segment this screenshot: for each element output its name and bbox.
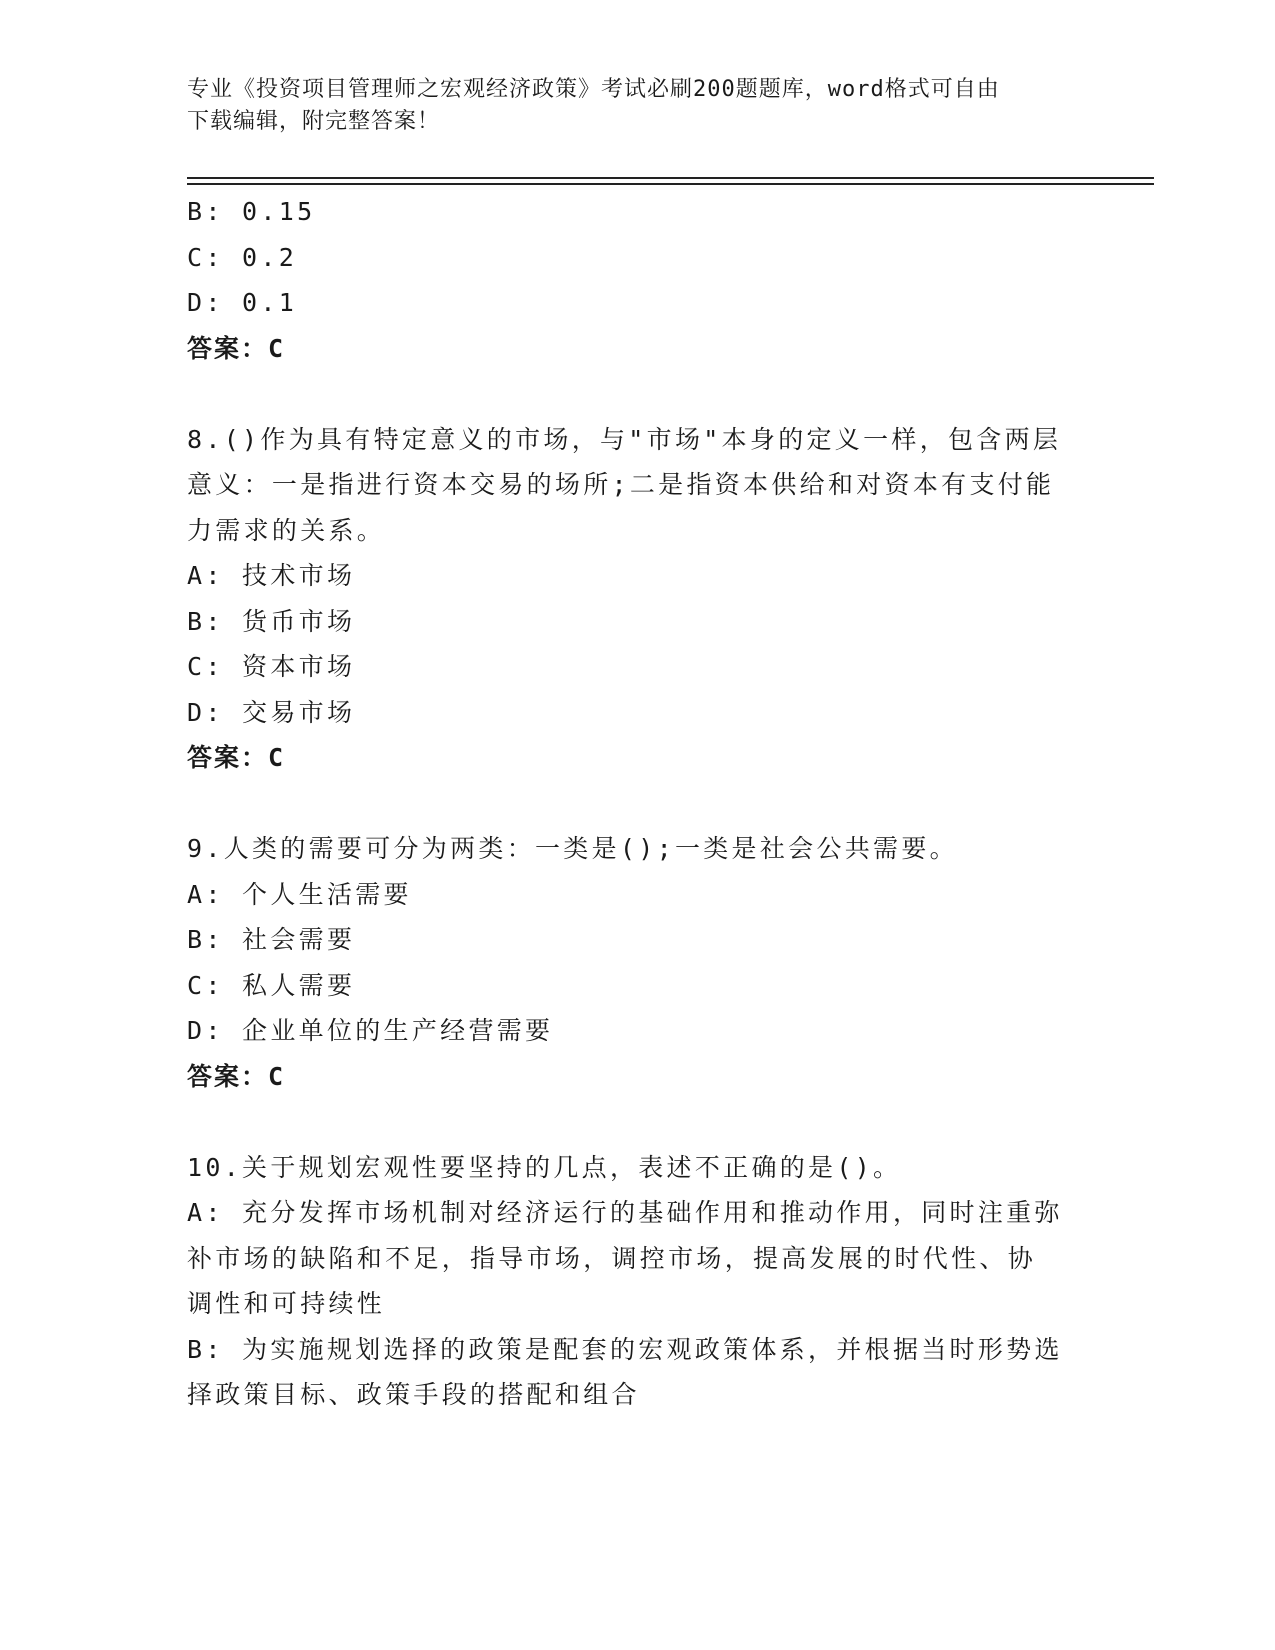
option-b: B: 货币市场 bbox=[187, 606, 356, 636]
option-a: A: 充分发挥市场机制对经济运行的基础作用和推动作用，同时注重弥 bbox=[187, 1198, 1063, 1227]
question-8 bbox=[187, 417, 1067, 781]
header-divider-top bbox=[187, 177, 1154, 179]
spacer bbox=[187, 781, 1067, 827]
document-body bbox=[187, 189, 1067, 1418]
spacer bbox=[187, 1099, 1067, 1145]
option-d: D: 0.1 bbox=[187, 288, 298, 317]
option-c: C: 资本市场 bbox=[187, 652, 356, 681]
question-stem: 10.关于规划宏观性要坚持的几点，表述不正确的是()。 bbox=[187, 1152, 902, 1182]
option-b: B: 0.15 bbox=[187, 197, 316, 226]
question-9 bbox=[187, 826, 1067, 1099]
option-a: A: 技术市场 bbox=[187, 561, 356, 590]
option-d: D: 交易市场 bbox=[187, 697, 356, 727]
question-stem: 力需求的关系。 bbox=[187, 515, 386, 545]
option-a: A: 个人生活需要 bbox=[187, 879, 412, 909]
header-divider-bottom bbox=[187, 183, 1154, 185]
answer: 答案：C bbox=[187, 1061, 286, 1091]
option-c: C: 0.2 bbox=[187, 242, 298, 272]
option-a-continued: 调性和可持续性 bbox=[187, 1289, 386, 1318]
option-a-continued: 补市场的缺陷和不足，指导市场，调控市场，提高发展的时代性、协 bbox=[187, 1243, 1037, 1273]
option-b-continued: 择政策目标、政策手段的搭配和组合 bbox=[187, 1380, 640, 1409]
question-stem: 9.人类的需要可分为两类：一类是();一类是社会公共需要。 bbox=[187, 834, 958, 863]
spacer bbox=[187, 371, 1067, 417]
question-stem: 8.()作为具有特定意义的市场，与"市场"本身的定义一样，包含两层 bbox=[187, 424, 1062, 454]
question-stem: 意义：一是指进行资本交易的场所;二是指资本供给和对资本有支付能 bbox=[187, 470, 1055, 499]
option-c: C: 私人需要 bbox=[187, 970, 356, 1000]
option-b: B: 为实施规划选择的政策是配套的宏观政策体系，并根据当时形势选 bbox=[187, 1334, 1063, 1364]
answer: 答案：C bbox=[187, 333, 286, 363]
continued-question bbox=[187, 189, 1067, 371]
header-line-1: 专业《投资项目管理师之宏观经济政策》考试必刷200题题库，word格式可自由 bbox=[187, 77, 1000, 102]
document-header bbox=[187, 74, 1067, 138]
header-line-2: 下载编辑，附完整答案！ bbox=[187, 109, 441, 134]
question-10 bbox=[187, 1145, 1067, 1418]
option-d: D: 企业单位的生产经营需要 bbox=[187, 1016, 554, 1045]
answer: 答案：C bbox=[187, 743, 286, 772]
option-b: B: 社会需要 bbox=[187, 925, 356, 954]
